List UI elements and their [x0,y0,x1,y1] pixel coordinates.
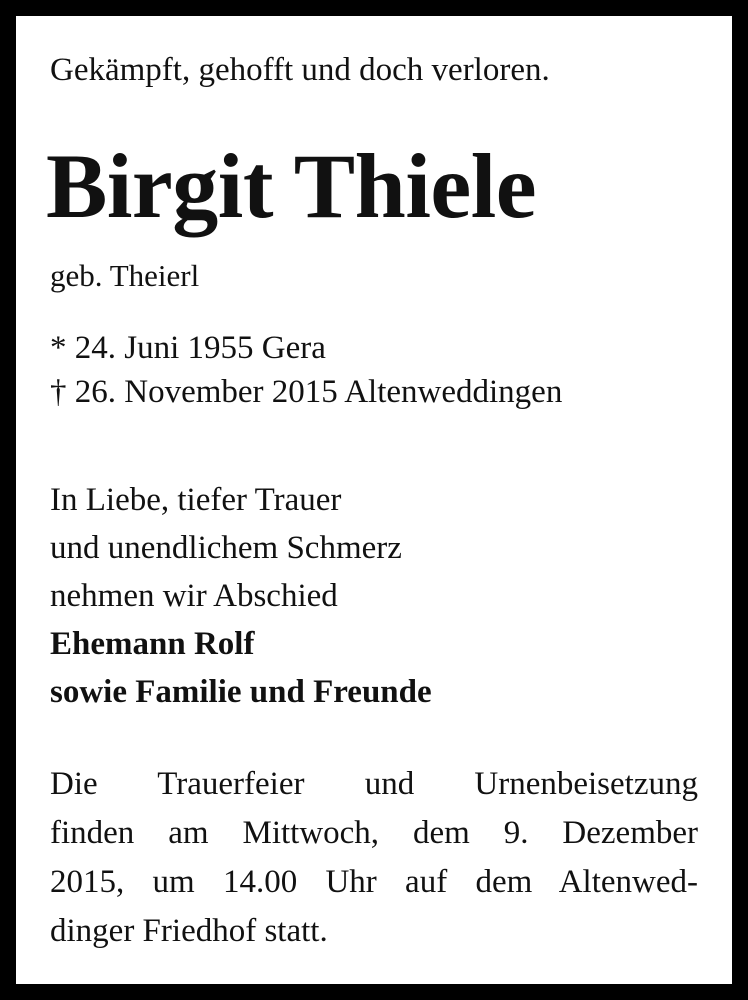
mourning-line: In Liebe, tiefer Trauer [50,482,342,518]
deceased-name: Birgit Thiele [46,135,537,237]
death-date: † 26. November 2015 Altenweddingen [50,374,563,410]
funeral-line: dinger Friedhof statt. [50,913,328,949]
birth-name: geb. Theierl [50,258,200,293]
mourner-line: Ehemann Rolf [50,626,255,662]
life-dates [50,326,562,414]
mourning-line: und unendlichem Schmerz [50,530,402,566]
mourner-line: sowie Familie und Freunde [50,674,432,710]
obituary-notice [16,16,732,984]
mourning-text [50,476,432,716]
funeral-details [50,760,698,956]
funeral-line: Die Trauerfeier und Urnenbeisetzung [50,766,698,802]
mourning-line: nehmen wir Abschied [50,578,338,614]
birth-date: * 24. Juni 1955 Gera [50,330,326,366]
motto-line: Gekämpft, gehofft und doch verloren. [50,52,550,88]
funeral-line: finden am Mittwoch, dem 9. Dezember [50,815,698,851]
funeral-line: 2015, um 14.00 Uhr auf dem Altenwed- [50,864,698,900]
